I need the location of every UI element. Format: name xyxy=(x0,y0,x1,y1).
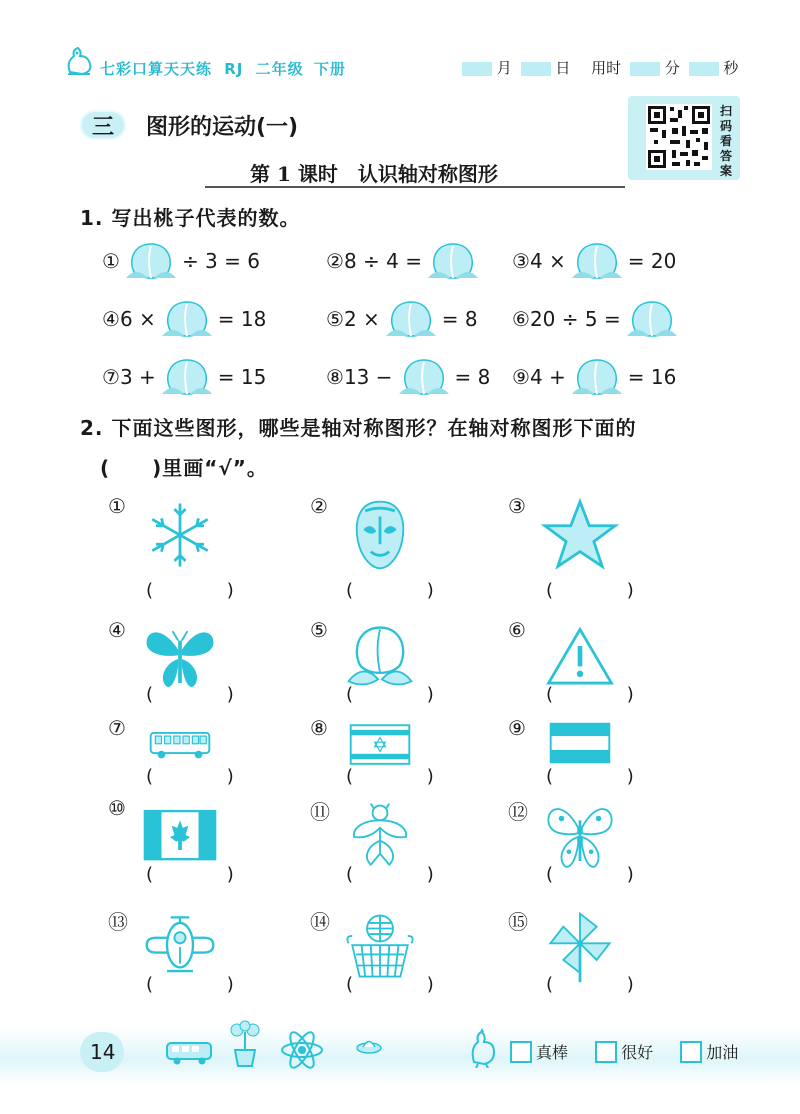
potted-plant-icon xyxy=(225,1020,265,1068)
rating-label-great: 真棒 xyxy=(536,1043,569,1062)
peach-icon xyxy=(395,354,453,400)
q1-after: = 16 xyxy=(627,365,677,389)
q2-title-line1: 2. 下面这些图形，哪些是轴对称图形？在轴对称图形下面的 xyxy=(80,416,637,440)
bus-icon xyxy=(140,716,220,770)
peach-icon xyxy=(568,354,626,400)
figure-number: ⑮ xyxy=(508,910,528,934)
figure-number: ⑬ xyxy=(108,910,128,934)
date-time-fields: 月 日 用时 分 秒 xyxy=(462,57,738,78)
q1-after: = 20 xyxy=(627,249,677,273)
peach-icon xyxy=(158,296,216,342)
answer-parentheses[interactable]: ( ) xyxy=(546,684,668,705)
figure-number: ⑨ xyxy=(508,716,526,740)
rating-checkbox-keep-going[interactable] xyxy=(680,1041,702,1063)
airplane-icon xyxy=(140,910,220,984)
section-title: 图形的运动(一) xyxy=(146,115,299,140)
q1-item-number: ③ xyxy=(512,249,530,273)
q1-item-number: ④ xyxy=(102,307,120,331)
peach-icon xyxy=(568,238,626,284)
q1-before: 8 ÷ 4 = xyxy=(343,249,422,273)
peach-icon xyxy=(122,238,180,284)
q1-before: 2 × xyxy=(343,307,380,331)
q1-item-number: ① xyxy=(102,249,120,273)
figure-number: ⑩ xyxy=(108,796,126,820)
answer-parentheses[interactable]: ( ) xyxy=(146,766,268,787)
q1-before: 3 + xyxy=(119,365,156,389)
q1-item-number: ⑦ xyxy=(102,365,120,389)
figure-number: ⑦ xyxy=(108,716,126,740)
qr-code-icon[interactable] xyxy=(646,104,712,170)
q1-before: 20 ÷ 5 = xyxy=(529,307,621,331)
figure-number: ⑫ xyxy=(508,800,528,824)
figure-number: ③ xyxy=(508,494,526,518)
q1-after: = 18 xyxy=(217,307,267,331)
q1-equation xyxy=(512,238,676,284)
q1-before: 13 − xyxy=(343,365,393,389)
q1-before: 4 × xyxy=(529,249,566,273)
rating-label-keep-going: 加油 xyxy=(706,1043,739,1062)
peach-icon xyxy=(424,238,482,284)
peach-icon xyxy=(623,296,681,342)
q1-item-number: ⑨ xyxy=(512,365,530,389)
q1-after: = 8 xyxy=(441,307,478,331)
q1-equation xyxy=(326,296,478,342)
q1-after: ÷ 3 = 6 xyxy=(181,249,260,273)
seconds-blank[interactable] xyxy=(689,62,719,76)
bus-icon xyxy=(165,1040,215,1066)
month-blank[interactable] xyxy=(462,62,492,76)
answer-parentheses[interactable]: ( ) xyxy=(346,974,468,995)
q1-before: 4 + xyxy=(529,365,566,389)
rooster-icon xyxy=(466,1026,500,1068)
basket-icon xyxy=(340,910,420,984)
answer-parentheses[interactable]: ( ) xyxy=(546,974,668,995)
answer-parentheses[interactable]: ( ) xyxy=(146,580,268,601)
opera-mask-icon xyxy=(340,498,420,572)
q2-title-line2: ( )里画“√”。 xyxy=(100,456,268,480)
q1-equation xyxy=(102,296,266,342)
page-number: 14 xyxy=(90,1040,116,1064)
rating-options xyxy=(510,1040,738,1063)
book-title: 七彩口算天天练 RJ 二年级 下册 xyxy=(100,60,346,78)
rooster-logo-icon xyxy=(62,44,96,78)
canada-flag-icon xyxy=(140,800,220,874)
answer-parentheses[interactable]: ( ) xyxy=(346,864,468,885)
answer-parentheses[interactable]: ( ) xyxy=(546,580,668,601)
q1-equation xyxy=(512,296,683,342)
answer-parentheses[interactable]: ( ) xyxy=(146,974,268,995)
qr-label: 扫码看答案 xyxy=(720,104,733,178)
rating-label-good: 很好 xyxy=(621,1043,654,1062)
q1-before: 6 × xyxy=(119,307,156,331)
q1-item-number: ⑧ xyxy=(326,365,344,389)
answer-parentheses[interactable]: ( ) xyxy=(546,766,668,787)
q1-after: = 8 xyxy=(454,365,491,389)
peach-icon xyxy=(382,296,440,342)
rating-checkbox-good[interactable] xyxy=(595,1041,617,1063)
answer-parentheses[interactable]: ( ) xyxy=(146,684,268,705)
striped-flag-icon xyxy=(540,716,620,770)
section-number: 三 xyxy=(92,115,115,140)
lesson-title: 第 1 课时 认识轴对称图形 xyxy=(250,162,498,186)
ufo-icon xyxy=(355,1036,383,1056)
rating-checkbox-great[interactable] xyxy=(510,1041,532,1063)
figure-number: ④ xyxy=(108,618,126,642)
pinwheel-icon xyxy=(540,910,620,984)
q1-equation xyxy=(326,354,490,400)
q1-equation xyxy=(326,238,484,284)
atom-icon xyxy=(280,1030,324,1070)
israel-flag-icon xyxy=(340,716,420,770)
answer-parentheses[interactable]: ( ) xyxy=(346,766,468,787)
answer-parentheses[interactable]: ( ) xyxy=(346,684,468,705)
q1-after: = 15 xyxy=(217,365,267,389)
lesson-underline xyxy=(205,186,625,188)
figure-number: ① xyxy=(108,494,126,518)
q1-equation xyxy=(102,354,266,400)
q1-title: 1. 写出桃子代表的数。 xyxy=(80,206,301,230)
answer-parentheses[interactable]: ( ) xyxy=(346,580,468,601)
q1-item-number: ⑤ xyxy=(326,307,344,331)
peach-icon xyxy=(158,354,216,400)
answer-parentheses[interactable]: ( ) xyxy=(546,864,668,885)
figure-number: ⑤ xyxy=(310,618,328,642)
q1-equation xyxy=(102,238,260,284)
answer-parentheses[interactable]: ( ) xyxy=(146,864,268,885)
minutes-blank[interactable] xyxy=(630,62,660,76)
day-blank[interactable] xyxy=(521,62,551,76)
q1-item-number: ② xyxy=(326,249,344,273)
snowflake-icon xyxy=(140,498,220,572)
figure-number: ⑥ xyxy=(508,618,526,642)
butterfly-outline-icon xyxy=(540,800,620,874)
figure-number: ⑭ xyxy=(310,910,330,934)
figure-number: ② xyxy=(310,494,328,518)
figure-number: ⑧ xyxy=(310,716,328,740)
kite-icon xyxy=(340,800,420,874)
figure-number: ⑪ xyxy=(310,800,330,824)
star-icon xyxy=(540,498,620,572)
q1-item-number: ⑥ xyxy=(512,307,530,331)
q1-equation xyxy=(512,354,676,400)
